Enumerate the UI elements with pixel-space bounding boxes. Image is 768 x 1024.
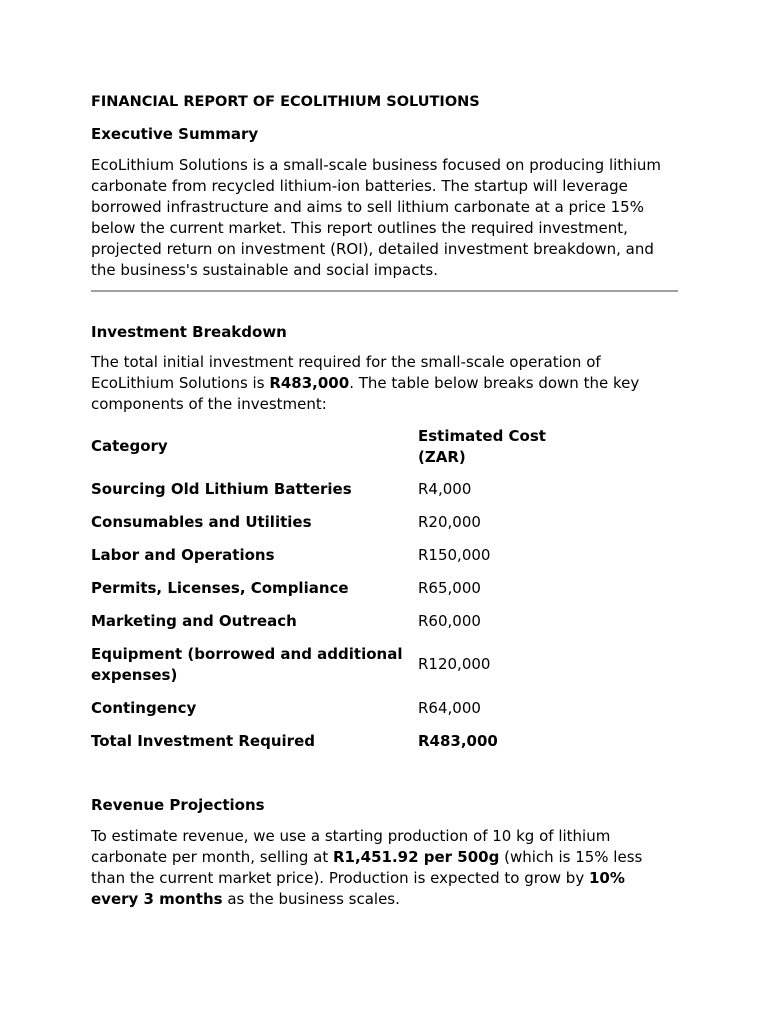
row-cost: R20,000 — [418, 513, 481, 531]
revenue-price: R1,451.92 per 500g — [332, 848, 500, 866]
row-cost: R150,000 — [418, 546, 491, 564]
executive-summary-heading: Executive Summary — [91, 125, 259, 143]
investment-intro-text-end: . The table below breaks down the key components of the investment: — [91, 374, 640, 413]
investment-intro — [91, 352, 679, 415]
executive-summary-body: EcoLithium Solutions is a small-scale business focused on producing lithium carbonate from recycled lithium-ion batteries. The startup will leverage borrowed infrastructure and aims to sell lithium carbonate at a price 15% below the current market. This report outlines the required investment, projected return on investment (ROI), detailed investment breakdown, and the business's sustainable and social impacts. — [91, 156, 661, 279]
row-category: Consumables and Utilities — [91, 513, 312, 531]
row-category: Contingency — [91, 699, 197, 717]
row-category: Marketing and Outreach — [91, 612, 297, 630]
revenue-text-end: as the business scales. — [222, 890, 400, 908]
header-category: Category — [91, 437, 168, 455]
row-cost: R4,000 — [418, 480, 472, 498]
investment-intro-text: The total initial investment required for the small-scale operation of EcoLithium Solutions is — [91, 353, 601, 392]
total-label: Total Investment Required — [91, 732, 315, 750]
row-cost: R64,000 — [418, 699, 481, 717]
investment-intro-total: R483,000 — [269, 374, 350, 392]
section-divider — [91, 290, 678, 292]
row-cost: R120,000 — [418, 655, 491, 673]
row-cost: R60,000 — [418, 612, 481, 630]
revenue-growth: 10% every 3 months — [91, 869, 625, 908]
total-value: R483,000 — [418, 732, 498, 750]
revenue-projections-heading: Revenue Projections — [91, 796, 265, 814]
row-category: Labor and Operations — [91, 546, 275, 564]
investment-breakdown-heading: Investment Breakdown — [91, 323, 287, 341]
header-estimated-cost: Estimated Cost (ZAR) — [418, 427, 546, 466]
row-category: Sourcing Old Lithium Batteries — [91, 480, 352, 498]
revenue-text-mid: (which is 15% less than the current market price). Production is expected to grow by — [91, 848, 643, 887]
row-category: Permits, Licenses, Compliance — [91, 579, 349, 597]
row-cost: R65,000 — [418, 579, 481, 597]
row-category: Equipment (borrowed and additional expenses) — [91, 645, 403, 684]
revenue-projections-body — [91, 826, 659, 910]
document-title: FINANCIAL REPORT OF ECOLITHIUM SOLUTIONS — [91, 94, 480, 110]
revenue-text: To estimate revenue, we use a starting production of 10 kg of lithium carbonate per month, selling at — [91, 827, 611, 866]
